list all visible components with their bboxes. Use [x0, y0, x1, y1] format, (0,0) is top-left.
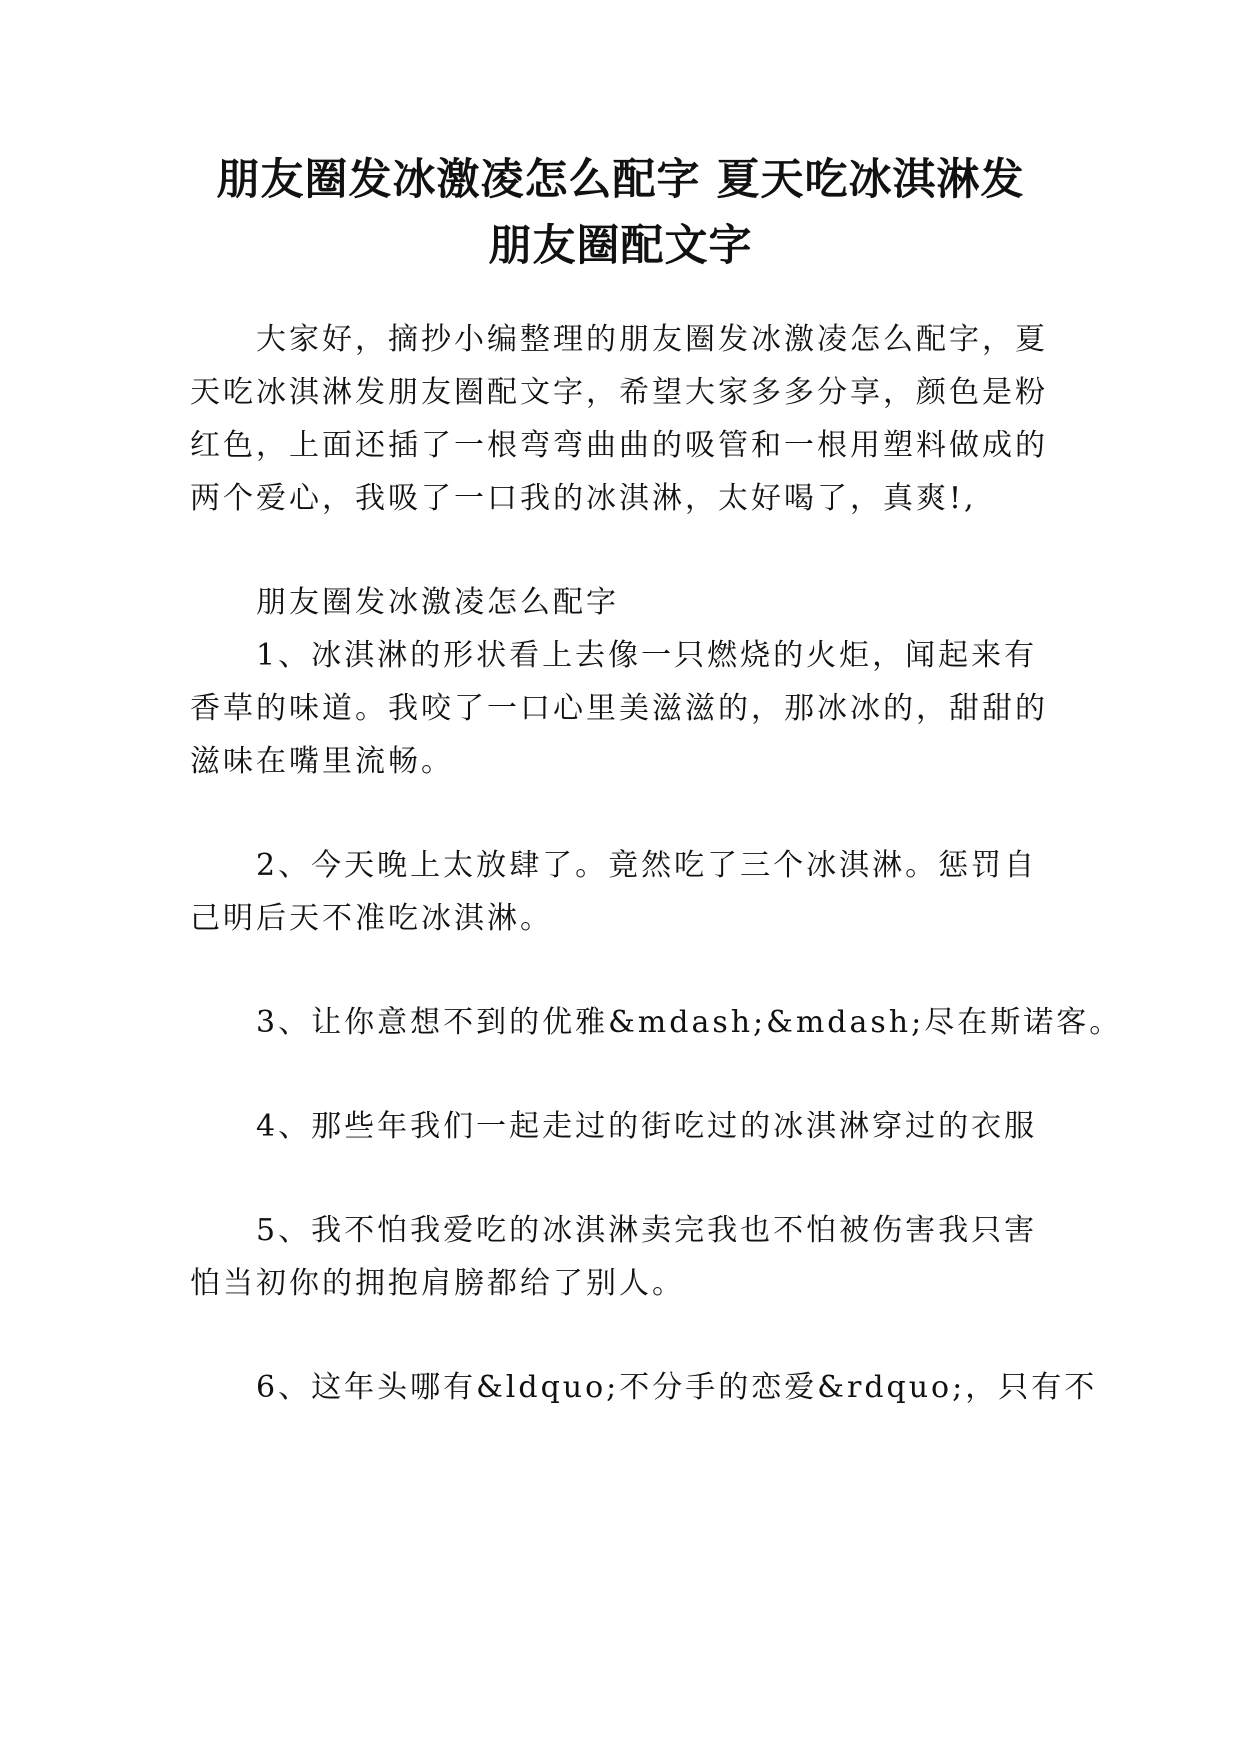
intro-line-3: 红色，上面还插了一根弯弯曲曲的吸管和一根用塑料做成的 [190, 428, 1048, 463]
item-4-line-1: 4、那些年我们一起走过的街吃过的冰淇淋穿过的衣服 [256, 1109, 1038, 1144]
intro-line-2: 天吃冰淇淋发朋友圈配文字，希望大家多多分享，颜色是粉 [190, 375, 1048, 410]
document-title-line-2: 朋友圈配文字 [488, 221, 753, 271]
item-5-line-1: 5、我不怕我爱吃的冰淇淋卖完我也不怕被伤害我只害 [256, 1213, 1038, 1248]
item-6-line-1: 6、这年头哪有&ldquo;不分手的恋爱&rdquo;，只有不 [256, 1370, 1098, 1405]
document-title-line-1: 朋友圈发冰激凌怎么配字 夏天吃冰淇淋发 [216, 155, 1025, 205]
item-1-line-3: 滋味在嘴里流畅。 [190, 744, 454, 779]
intro-line-1: 大家好，摘抄小编整理的朋友圈发冰激凌怎么配字，夏 [256, 322, 1048, 357]
item-1-line-1: 1、冰淇淋的形状看上去像一只燃烧的火炬，闻起来有 [256, 638, 1038, 673]
item-2-line-2: 己明后天不准吃冰淇淋。 [190, 901, 553, 936]
item-1-line-2: 香草的味道。我咬了一口心里美滋滋的，那冰冰的，甜甜的 [190, 691, 1048, 726]
item-2-line-1: 2、今天晚上太放肆了。竟然吃了三个冰淇淋。惩罚自 [256, 848, 1038, 883]
item-3-line-1: 3、让你意想不到的优雅&mdash;&mdash;尽在斯诺客。 [256, 1005, 1123, 1040]
item-5-line-2: 怕当初你的拥抱肩膀都给了别人。 [190, 1266, 685, 1301]
section-heading: 朋友圈发冰激凌怎么配字 [256, 585, 619, 620]
intro-line-4: 两个爱心，我吸了一口我的冰淇淋，太好喝了，真爽!, [190, 481, 977, 516]
